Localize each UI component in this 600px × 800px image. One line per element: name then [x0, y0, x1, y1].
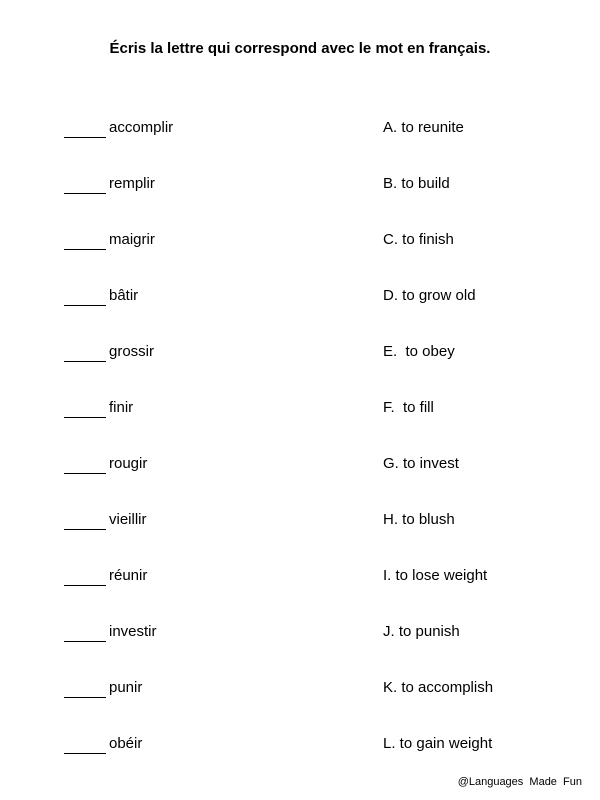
answer-blank[interactable]	[64, 234, 106, 250]
french-item	[64, 454, 147, 474]
french-item	[64, 678, 142, 698]
worksheet-title: Écris la lettre qui correspond avec le mot en français.	[109, 40, 491, 57]
answer-blank[interactable]	[64, 458, 106, 474]
match-row	[0, 566, 600, 622]
english-option: C. to finish	[383, 231, 454, 248]
french-word: obéir	[109, 735, 143, 752]
english-option: D. to grow old	[383, 287, 476, 304]
french-item	[64, 230, 155, 250]
french-item	[64, 510, 147, 530]
french-item	[64, 622, 157, 642]
match-row	[0, 622, 600, 678]
match-row	[0, 286, 600, 342]
english-option: H. to blush	[383, 511, 455, 528]
french-word: bâtir	[109, 287, 139, 304]
matching-list	[0, 118, 600, 790]
english-option: F. to fill	[383, 399, 434, 416]
match-row	[0, 230, 600, 286]
french-word: accomplir	[109, 119, 174, 136]
french-item	[64, 174, 155, 194]
french-item	[64, 286, 138, 306]
english-option: J. to punish	[383, 623, 460, 640]
answer-blank[interactable]	[64, 738, 106, 754]
french-word: réunir	[109, 567, 148, 584]
answer-blank[interactable]	[64, 290, 106, 306]
french-item	[64, 118, 173, 138]
english-option: L. to gain weight	[383, 735, 493, 752]
answer-blank[interactable]	[64, 626, 106, 642]
english-option: E. to obey	[383, 343, 455, 360]
match-row	[0, 342, 600, 398]
english-option: I. to lose weight	[383, 567, 488, 584]
french-item	[64, 398, 133, 418]
answer-blank[interactable]	[64, 402, 106, 418]
answer-blank[interactable]	[64, 682, 106, 698]
answer-blank[interactable]	[64, 122, 106, 138]
french-word: maigrir	[109, 231, 155, 248]
french-word: vieillir	[109, 511, 147, 528]
match-row	[0, 118, 600, 174]
match-row	[0, 174, 600, 230]
match-row	[0, 678, 600, 734]
answer-blank[interactable]	[64, 346, 106, 362]
match-row	[0, 510, 600, 566]
english-option: K. to accomplish	[383, 679, 494, 696]
english-option: B. to build	[383, 175, 450, 192]
match-row	[0, 454, 600, 510]
answer-blank[interactable]	[64, 514, 106, 530]
french-item	[64, 734, 142, 754]
french-word: finir	[109, 399, 134, 416]
french-word: punir	[109, 679, 143, 696]
answer-blank[interactable]	[64, 178, 106, 194]
english-option: G. to invest	[383, 455, 459, 472]
french-word: remplir	[109, 175, 155, 192]
french-word: grossir	[109, 343, 155, 360]
french-word: rougir	[109, 455, 148, 472]
answer-blank[interactable]	[64, 570, 106, 586]
english-option: A. to reunite	[383, 119, 464, 136]
copyright-footer: @Languages Made Fun	[457, 776, 582, 788]
french-item	[64, 342, 154, 362]
french-item	[64, 566, 147, 586]
french-word: investir	[109, 623, 157, 640]
match-row	[0, 398, 600, 454]
